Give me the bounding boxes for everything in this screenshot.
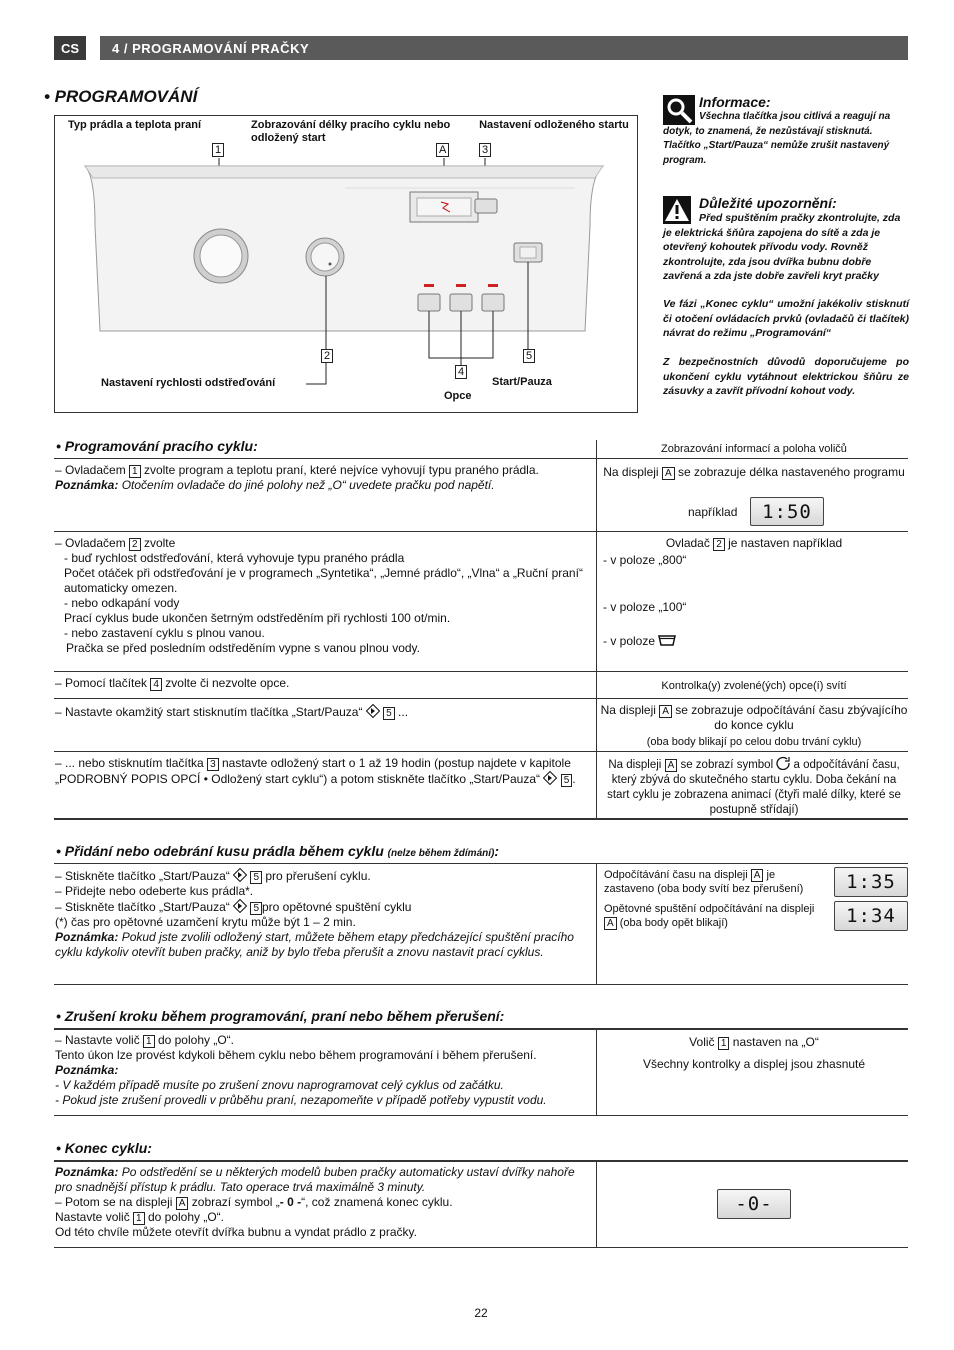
callout-2: 2 <box>321 349 333 363</box>
delay-clock-icon <box>776 756 790 770</box>
cancel-text: – Nastavte volič 1 do polohy „O“. Tento úkon lze provést kdykoli během cyklu nebo během programování i během přerušení. Poznámka: - V každém případě musíte po zrušení znovu naprogramovat celý cyklus od začátku. - Pokud jste zrušení provedli v průběhu praní, nezapomeňte v případě potřeby vypustit vodu. <box>55 1033 547 1107</box>
step-5-display: Na displeji A se zobrazí symbol a odpočítávání času, který zbývá do skutečného startu cyklu. Doba čekání na start cyklu je zobrazena animací (čtyři malé dílky, které se postupně střídají) <box>602 756 906 818</box>
cancel-display-1: Volič 1 nastaven na „O“ <box>689 1035 819 1049</box>
cancel-display-2: Všechny kontrolky a displej jsou zhasnuté <box>642 1057 866 1071</box>
label-start-pause: Start/Pauza <box>492 376 552 388</box>
start-pause-icon <box>233 868 247 882</box>
add-remove-text: – Stiskněte tlačítko „Start/Pauza“ 5 pro přerušení cyklu. – Přidejte nebo odeberte kus prádla*. – Stiskněte tlačítko „Start/Pauza“ 5 pro opětovné spuštění cyklu (*) čas pro opětovné uzamčení krytu může být 1 – 2 min. Poznámka: Pokud jste zvolili odložený start, můžete během etapy předcházející spuštění pracího cyklu kdykoliv otevřít buben pračky, aniž by bylo třeba přerušit a znovu nastavit prací cyklus. <box>55 869 574 959</box>
language-badge: CS <box>54 36 86 60</box>
position-100: - v poloze „100“ <box>603 600 687 614</box>
end-cycle-text: Poznámka: Po odstředění se u některých modelů buben pračky automaticky ustaví dvířky nahoře pro snadnější přístup k prádlu. Tato operace trvá maximálně 3 minuty. – Potom se na displeji A zobrazí symbol „- 0 -“, což znamená konec cyklu. Nastavte volič 1 do polohy „O“. Od této chvíle můžete otevřít dvířka bubnu a vyndat prádlo z pračky. <box>55 1165 575 1239</box>
example-label: například <box>688 505 738 519</box>
display-lcd-134: 1:34 <box>834 901 908 931</box>
step-2-display: Ovladač 2 je nastaven například <box>665 536 843 550</box>
start-pause-icon <box>543 771 557 785</box>
callout-3: 3 <box>479 143 491 157</box>
step-3-display: Kontrolka(y) zvolené(ých) opce(í) svítí <box>661 680 847 692</box>
callout-4: 4 <box>455 365 467 379</box>
callout-5: 5 <box>523 349 535 363</box>
resumed-display-text: Opětovné spuštění odpočítávání na displeji A (oba body opět blikají) <box>604 903 815 929</box>
label-display: Zobrazování délky pracího cyklu nebo odložený start <box>251 119 451 144</box>
step-4-text: – Nastavte okamžitý start stisknutím tlačítka „Start/Pauza“ 5 ... <box>55 705 409 719</box>
control-panel-figure <box>54 115 638 413</box>
step-3-text: – Pomocí tlačítek 4 zvolte či nezvolte opce. <box>55 676 290 690</box>
step-1-display: Na displeji A se zobrazuje délka nastaveného programu <box>603 465 905 479</box>
position-800: - v poloze „800“ <box>603 553 687 567</box>
page-title: • PROGRAMOVÁNÍ <box>44 87 198 106</box>
chapter-header: 4 / PROGRAMOVÁNÍ PRAČKY <box>100 36 908 60</box>
start-pause-icon <box>366 704 380 718</box>
panel-drawing <box>55 116 639 414</box>
step-4-display-note: (oba body blikají po celou dobu trvání cyklu) <box>646 736 862 748</box>
page-number: 22 <box>474 1306 488 1320</box>
step-5-text: – ... nebo stisknutím tlačítka 3 nastavte odložený start o 1 až 19 hodin (postup najdete v kapitole „PODROBNÝ POPIS OPCÍ • Odložený start cyklu“) a potom stiskněte tlačítko „Start/Pauza“ 5 . <box>55 756 576 786</box>
label-delay-start: Nastavení odloženého startu <box>479 119 629 131</box>
display-lcd-150: 1:50 <box>750 497 824 526</box>
warning-text-1: Před spuštěním pračky zkontrolujte, zda je elektrická šňůra zapojena do sítě a zda je otevřený kohoutek přívodu vody. Rovněž zkontrolujte, zda jsou dvířka bubnu dobře zavřená a zda jste dobře zavřeli kryt pračky <box>663 212 901 282</box>
section-add-remove-title: • Přidání nebo odebrání kusu prádla během cyklu (nelze během ždímání): <box>56 843 500 859</box>
position-full-tub: - v poloze <box>603 634 676 649</box>
callout-A: A <box>436 143 449 157</box>
section-end-title: • Konec cyklu: <box>56 1140 152 1156</box>
step-4-display: Na displeji A se zobrazuje odpočítávání času zbývajícího do konce cyklu <box>600 703 908 732</box>
step-2-text: – Ovladačem 2 zvolte - buď rychlost odstřeďování, která vyhovuje typu praného prádla Počet otáček při odstřeďování je v programech „Syntetika“, „Jemné prádlo“, „Vlna“ a „Ruční praní“ automaticky omezen. - nebo odkapání vody Prací cyklus bude ukončen šetrným odstředěním při rychlosti 100 ot/min. - nebo zastavení cyklu s plnou vanou. Pračka se před posledním odstředěním vypne s vanou plnou vody. <box>55 536 583 655</box>
step-1-text: – Ovladačem 1 zvolte program a teplotu praní, které nejvíce vyhovují typu praného prádla. Poznámka: Otočením ovladače do jiné polohy než „O“ uvedete pračku pod napětí. <box>55 463 539 492</box>
display-lcd-end: -0- <box>717 1189 791 1219</box>
paused-display-text: Odpočítávání času na displeji A je zastaveno (oba body svítí bez přerušení) <box>604 869 804 895</box>
display-info-header: Zobrazování informací a poloha voličů <box>661 443 847 455</box>
label-program-knob: Typ prádla a teplota praní <box>68 119 202 131</box>
section-programming-title: • Programování pracího cyklu: <box>56 438 258 454</box>
warning-title: Důležité upozornění: <box>699 195 837 211</box>
label-spin-speed: Nastavení rychlosti odstřeďování <box>101 377 276 389</box>
info-text: Všechna tlačítka jsou citlivá a reagují na dotyk, to znamená, že nezůstávají stisknutá. Tlačítko „Start/Pauza“ nemůže zrušit nastavený program. <box>663 111 891 166</box>
warning-text-3: Z bezpečnostních důvodů doporučujeme po ukončení cyklu vytáhnout elektrickou šňůru ze zásuvky a zavřít přívodní kohout vody. <box>663 356 909 397</box>
label-options: Opce <box>444 390 472 402</box>
warning-text-2: Ve fázi „Konec cyklu“ umožní jakékoliv stisknutí či otočení ovládacích prvků (ovladačů či tlačítek) návrat do režimu „Programování“ <box>663 298 909 339</box>
info-title: Informace: <box>699 94 771 110</box>
display-lcd-135: 1:35 <box>834 867 908 897</box>
callout-1: 1 <box>212 143 224 157</box>
ref-1: 1 <box>129 465 141 478</box>
section-cancel-title: • Zrušení kroku během programování, praní nebo během přerušení: <box>56 1008 505 1024</box>
start-pause-icon <box>233 899 247 913</box>
full-tub-icon <box>658 635 676 646</box>
